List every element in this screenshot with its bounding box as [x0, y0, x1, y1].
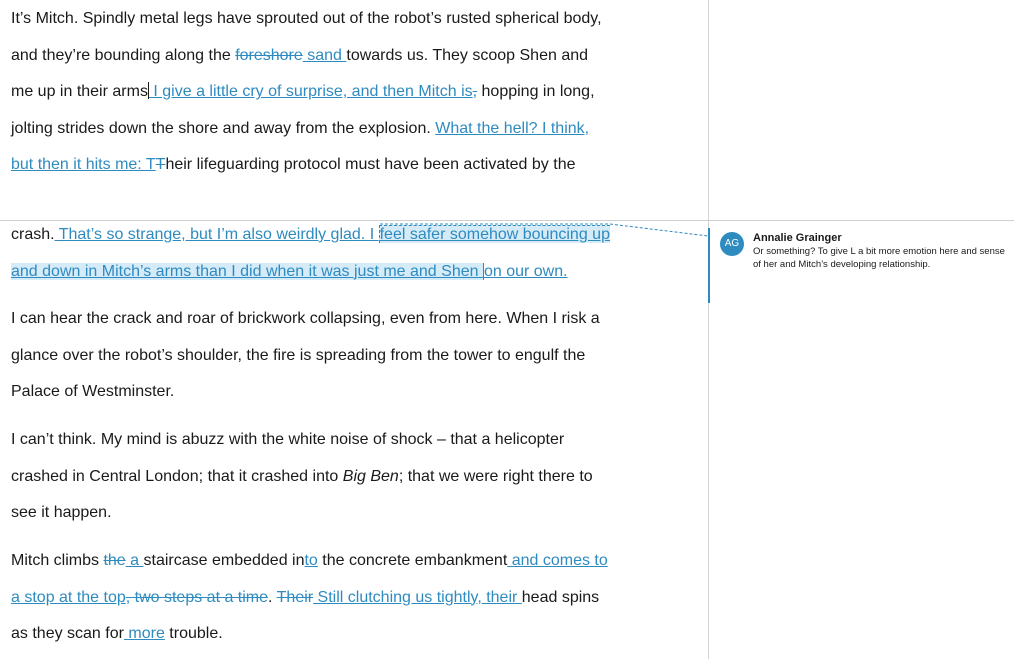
deleted-text: ,	[472, 83, 478, 101]
text-run: and they’re bounding along the	[11, 46, 236, 64]
text-run: as they scan for	[11, 625, 124, 643]
inserted-text: a stop at the top	[11, 588, 126, 606]
deleted-text: T	[155, 156, 166, 174]
commented-inserted-text: and down in Mitch’s arms than I did when it was just me and Shen	[11, 262, 479, 280]
text-run: staircase embedded in	[143, 552, 305, 569]
text-run: Palace of Westminster.	[11, 383, 175, 401]
inserted-text: more	[123, 625, 165, 643]
deleted-text: , two steps at a time	[125, 588, 269, 606]
commented-inserted-text: feel safer somehow bouncing up	[379, 226, 610, 243]
text-run: ; that we were right there to	[398, 467, 593, 485]
text-run: see it happen.	[11, 504, 112, 522]
comment-text[interactable]: Or something? To give L a bit more emotion here and sense of her and Mitch’s developing relationship.	[753, 246, 1005, 270]
inserted-text: a	[125, 552, 144, 569]
comment-active-bar	[708, 228, 710, 303]
text-run: I can’t think. My mind is abuzz with the white noise of shock – that a helicopter	[11, 431, 565, 448]
text-run: It’s Mitch. Spindly metal legs have sprouted out of the robot’s rusted spherical body,	[11, 10, 602, 27]
text-run: glance over the robot’s shoulder, the fire is spreading from the tower to engulf the	[11, 346, 586, 364]
inserted-text: Still clutching us tightly, their	[313, 588, 522, 606]
deleted-text: Their	[276, 588, 314, 606]
text-run: .	[268, 588, 277, 606]
inserted-text: on our own.	[483, 262, 568, 280]
text-run: trouble.	[164, 625, 223, 643]
text-run: crash.	[11, 226, 55, 243]
deleted-text: the	[103, 552, 126, 569]
comment-author: Annalie Grainger	[753, 232, 842, 244]
text-run: towards us. They scoop Shen and	[346, 46, 589, 64]
inserted-text: but then it hits me: T	[11, 156, 156, 174]
text-run: the concrete embankment	[317, 552, 508, 569]
text-run: Mitch climbs	[11, 552, 104, 569]
inserted-text: to	[304, 552, 318, 569]
text-run: crashed in Central London; that it crashed into	[11, 467, 343, 485]
inserted-text: I give a little cry of surprise, and then Mitch is	[148, 83, 473, 101]
avatar: AG	[720, 232, 744, 256]
text-run: I can hear the crack and roar of brickwork collapsing, even from here. When I risk a	[11, 310, 600, 327]
text-run: jolting strides down the shore and away from the explosion.	[11, 119, 436, 137]
inserted-text: and comes to	[507, 552, 608, 569]
text-run: hopping in long,	[477, 83, 595, 101]
text-run: head spins	[521, 588, 600, 606]
inserted-text: sand	[302, 46, 347, 64]
text-run: me up in their arms	[11, 83, 148, 101]
inserted-text: What the hell? I think,	[435, 119, 590, 137]
deleted-text: foreshore	[235, 46, 303, 64]
text-run: heir lifeguarding protocol must have been activated by the	[165, 156, 576, 174]
italic-text: Big Ben	[342, 467, 399, 485]
inserted-text: That’s so strange, but I’m also weirdly glad. I	[54, 226, 379, 243]
